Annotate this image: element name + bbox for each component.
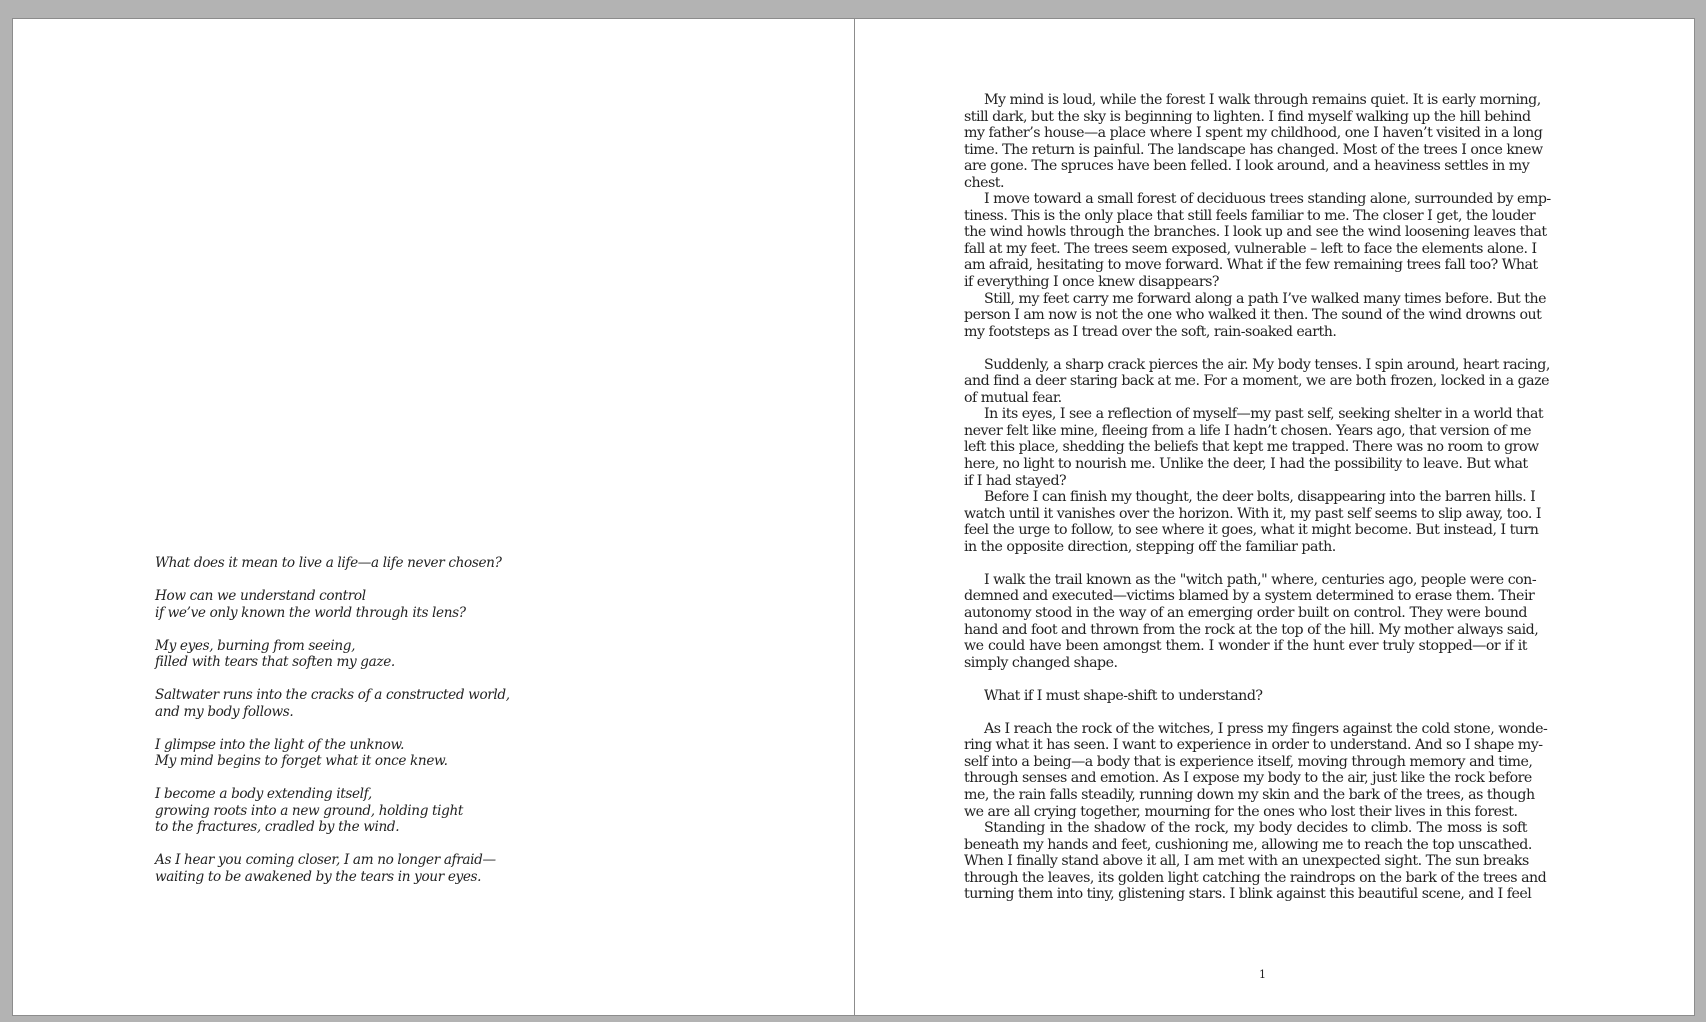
paragraph-line: fall at my feet. The trees seem exposed, vulnerable – left to face the elements alone. I (964, 240, 1537, 257)
paragraph (964, 688, 1527, 705)
paragraph-line: In its eyes, I see a reflection of myself—my past self, seeking shelter in a world that (984, 406, 1544, 423)
paragraph-line: ring what it has seen. I want to experience in order to understand. And so I shape my- (964, 737, 1543, 754)
paragraph-line: tiness. This is the only place that still feels familiar to me. The closer I get, the louder (964, 207, 1536, 224)
paragraph-line: the wind howls through the branches. I look up and see the wind loosening leaves that (964, 224, 1547, 241)
poem (155, 555, 755, 885)
poem-line: to the fractures, cradled by the wind. (155, 819, 400, 835)
paragraph-line: time. The return is painful. The landscape has changed. Most of the trees I once knew (964, 141, 1543, 158)
paragraph-line: my father’s house—a place where I spent my childhood, one I haven’t visited in a long (964, 125, 1543, 142)
paragraph-line: and find a deer staring back at me. For a moment, we are both frozen, locked in a gaze (964, 373, 1549, 390)
paragraph-line: left this place, shedding the beliefs that kept me trapped. There was no room to grow (964, 439, 1539, 456)
paragraph (964, 191, 1551, 291)
paragraph-line: my footsteps as I tread over the soft, rain-soaked earth. (964, 323, 1337, 340)
prose-text (964, 92, 1551, 903)
poem-line: As I hear you coming closer, I am no longer afraid— (155, 852, 496, 868)
poem-stanza (155, 687, 755, 720)
poem-line: and my body follows. (155, 703, 294, 720)
paragraph-line: if everything I once knew disappears? (964, 274, 1219, 291)
paragraph-line: My mind is loud, while the forest I walk through remains quiet. It is early morning, (984, 92, 1541, 108)
paragraph (964, 92, 1543, 191)
paragraph-line: I walk the trail known as the "witch path," where, centuries ago, people were con- (984, 571, 1537, 588)
paragraph-line: Suddenly, a sharp crack pierces the air. My body tenses. I spin around, heart racing, (984, 356, 1550, 373)
poem-line: My eyes, burning from seeing, (155, 637, 356, 654)
paragraph-line: still dark, but the sky is beginning to lighten. I find myself walking up the hill behind (964, 108, 1531, 125)
paragraph (964, 290, 1547, 341)
paragraph-line: Still, my feet carry me forward along a path I’ve walked many times before. But the (984, 290, 1547, 307)
paragraph-line: When I finally stand above it all, I am met with an unexpected sight. The sun breaks (964, 853, 1529, 870)
poem-stanza (155, 737, 755, 770)
poem-line: I become a body extending itself, (155, 786, 372, 802)
paragraph (964, 356, 1550, 407)
paragraph-line: of mutual fear. (964, 389, 1062, 406)
paragraph-line: What if I must shape-shift to understand? (984, 687, 1263, 704)
paragraph-line: person I am now is not the one who walked it then. The sound of the wind drowns out (964, 307, 1542, 324)
paragraph-line: hand and foot and thrown from the rock at the top of the hill. My mother always said, (964, 621, 1539, 638)
paragraph-line: me, the rain falls steadily, running down my skin and the bark of the trees, as though (964, 786, 1535, 803)
paragraph (964, 820, 1547, 903)
paragraph-line: demned and executed—victims blamed by a system determined to erase them. Their (964, 588, 1535, 605)
paragraph-line: turning them into tiny, glistening stars. I blink against this beautiful scene, and I feel (964, 886, 1532, 903)
paragraph (964, 489, 1541, 555)
paragraph-line: in the opposite direction, stepping off the familiar path. (964, 538, 1336, 555)
paragraph-line: never felt like mine, fleeing from a life I hadn’t chosen. Years ago, that version of me (964, 422, 1531, 439)
poem-stanza (155, 588, 755, 621)
poem-line: What does it mean to live a life—a life never chosen? (155, 555, 502, 571)
poem-line: filled with tears that soften my gaze. (155, 654, 395, 670)
paragraph (964, 406, 1544, 489)
paragraph-line: chest. (964, 174, 1004, 191)
poem-stanza (155, 638, 755, 671)
paragraph-line: beneath my hands and feet, cushioning me, allowing me to reach the top unscathed. (964, 836, 1532, 853)
page-number: 1 (1259, 968, 1266, 981)
paragraph-line: we could have been amongst them. I wonder if the hunt ever truly stopped—or if it (964, 638, 1527, 655)
paragraph-line: we are all crying together, mourning for the ones who lost their lives in this forest. (964, 803, 1518, 820)
poem-line: Saltwater runs into the cracks of a constructed world, (155, 687, 510, 703)
paragraph-line: feel the urge to follow, to see where it goes, what it might become. But instead, I turn (964, 522, 1539, 539)
poem-stanza (155, 555, 755, 572)
poem-line: My mind begins to forget what it once knew. (155, 753, 448, 769)
poem-line: I glimpse into the light of the unknow. (155, 736, 405, 753)
poem-stanza (155, 786, 755, 836)
paragraph-line: simply changed shape. (964, 654, 1118, 671)
paragraph (964, 720, 1548, 820)
paragraph-line: here, no light to nourish me. Unlike the deer, I had the possibility to leave. But what (964, 456, 1528, 473)
poem-line: waiting to be awakened by the tears in your eyes. (155, 868, 482, 885)
paragraph-line: autonomy stood in the way of an emerging order built on control. They were bound (964, 604, 1527, 621)
poem-stanza (155, 852, 755, 885)
paragraph-line: am afraid, hesitating to move forward. What if the few remaining trees fall too? What (964, 257, 1538, 274)
paragraph-line: are gone. The spruces have been felled. I look around, and a heaviness settles in my (964, 158, 1530, 175)
paragraph-line: self into a being—a body that is experience itself, moving through memory and time, (964, 753, 1533, 770)
paragraph-line: watch until it vanishes over the horizon. With it, my past self seems to slip away, too. I (964, 505, 1541, 522)
poem-line: if we’ve only known the world through its lens? (155, 604, 466, 621)
paragraph-line: through senses and emotion. As I expose my body to the air, just like the rock before (964, 770, 1532, 787)
poem-line: growing roots into a new ground, holding tight (155, 802, 464, 819)
paragraph (964, 571, 1539, 671)
paragraph-line: through the leaves, its golden light catching the raindrops on the bark of the trees and (964, 869, 1547, 886)
paragraph-line: Standing in the shadow of the rock, my body decides to climb. The moss is soft (984, 820, 1527, 837)
poem-line: How can we understand control (155, 588, 366, 604)
paragraph-line: I move toward a small forest of deciduous trees standing alone, surrounded by emp- (984, 191, 1551, 208)
paragraph-line: Before I can finish my thought, the deer bolts, disappearing into the barren hills. I (984, 489, 1536, 506)
paragraph-line: As I reach the rock of the witches, I press my fingers against the cold stone, wonde- (984, 720, 1548, 737)
paragraph-line: if I had stayed? (964, 472, 1067, 489)
